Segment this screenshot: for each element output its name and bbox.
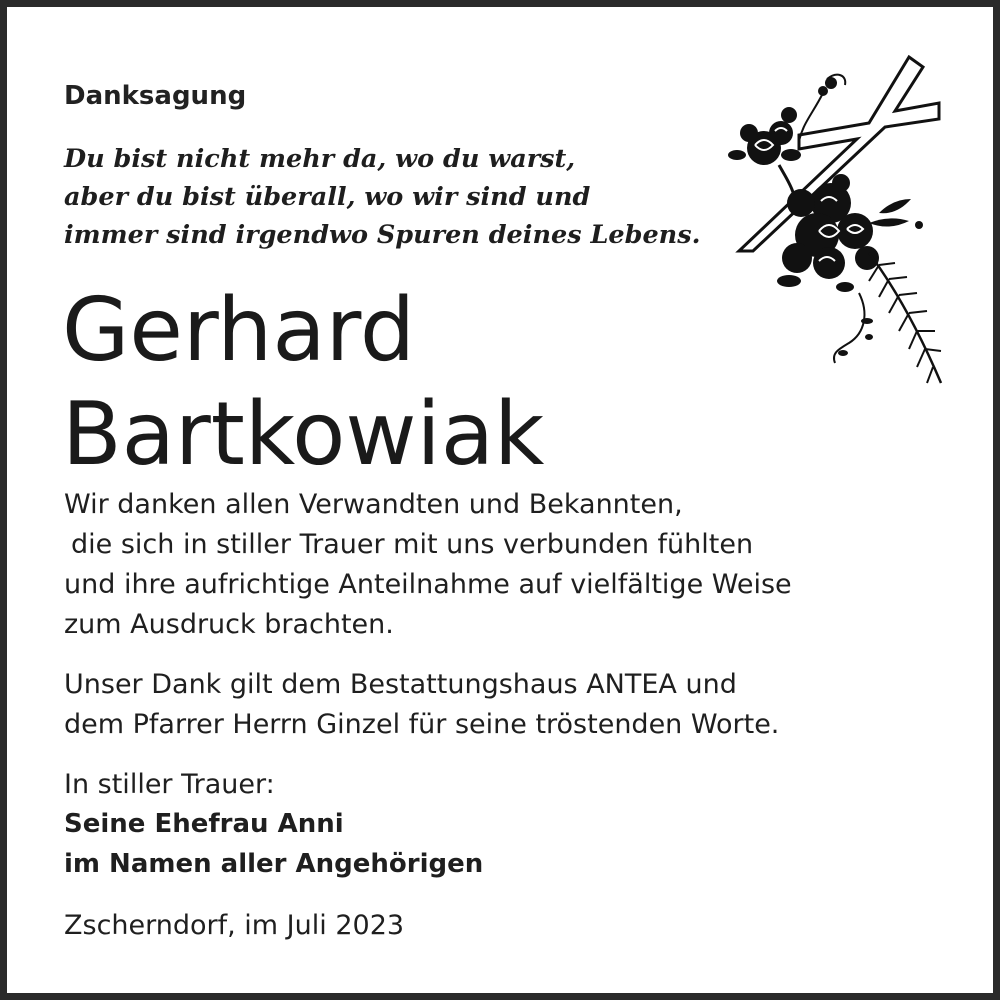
signature-line: im Namen aller Angehörigen — [64, 849, 484, 879]
special-thanks-line: Unser Dank gilt dem Bestattungshaus ANTEA und — [64, 669, 737, 700]
deceased-last-name: Bartkowiak — [62, 383, 545, 485]
quote-line: immer sind irgendwo Spuren deines Lebens. — [64, 220, 701, 250]
deceased-first-name: Gerhard — [62, 279, 416, 381]
mourning-intro: In stiller Trauer: — [64, 769, 275, 800]
thanks-line: und ihre aufrichtige Anteilnahme auf vielfältige Weise — [64, 569, 792, 600]
thanks-line: zum Ausdruck brachten. — [64, 609, 394, 640]
quote-line: Du bist nicht mehr da, wo du warst, — [64, 144, 576, 174]
notice-heading: Danksagung — [64, 81, 247, 111]
quote-line: aber du bist überall, wo wir sind und — [64, 182, 591, 212]
thanks-line: die sich in stiller Trauer mit uns verbunden fühlten — [71, 529, 754, 560]
thanks-line: Wir danken allen Verwandten und Bekannten, — [64, 489, 683, 520]
place-date: Zscherndorf, im Juli 2023 — [64, 910, 405, 941]
special-thanks-line: dem Pfarrer Herrn Ginzel für seine tröstenden Worte. — [64, 709, 780, 740]
signature-line: Seine Ehefrau Anni — [64, 809, 344, 839]
cross-with-roses-icon — [719, 53, 949, 388]
